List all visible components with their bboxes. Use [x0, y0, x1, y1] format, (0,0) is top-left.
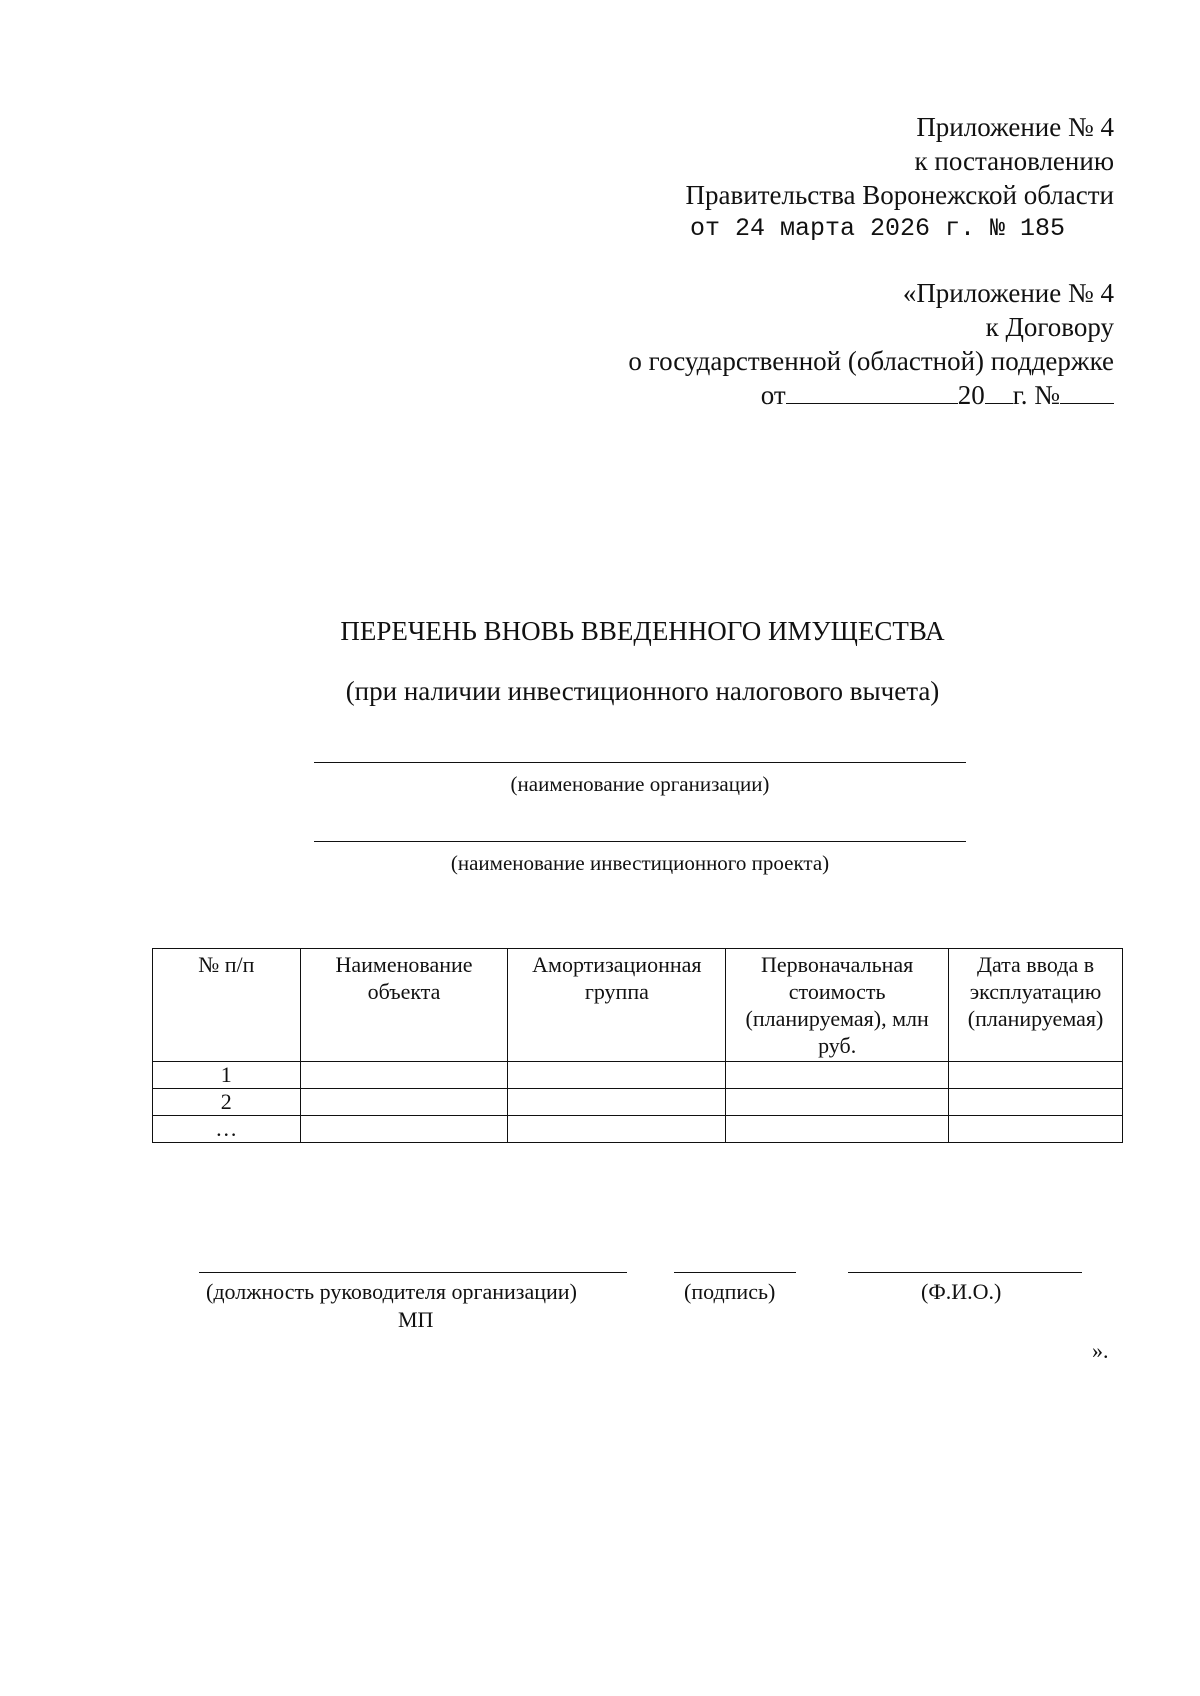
number-blank[interactable]: [1060, 379, 1114, 404]
document-title: ПЕРЕЧЕНЬ ВНОВЬ ВВЕДЕННОГО ИМУЩЕСТВА: [340, 616, 945, 646]
depreciation-group-cell[interactable]: [508, 1062, 726, 1089]
contract-appendix-subject: о государственной (областной) поддержке: [628, 346, 1114, 376]
initial-cost-cell[interactable]: [726, 1089, 949, 1116]
commissioning-date-cell[interactable]: [949, 1089, 1123, 1116]
depreciation-group-cell[interactable]: [508, 1116, 726, 1143]
appendix-authority: Правительства Воронежской области: [685, 180, 1114, 210]
appendix-ref: к постановлению: [914, 146, 1114, 176]
column-header-initial-cost: Первоначальная стоимость (планируемая), млн руб.: [726, 949, 949, 1062]
contract-appendix-number: «Приложение № 4: [902, 278, 1114, 308]
stamp-label: МП: [398, 1307, 434, 1332]
position-line[interactable]: [199, 1272, 627, 1273]
column-header-number: № п/п: [153, 949, 301, 1062]
date-year: 20: [957, 380, 985, 410]
table-row: [153, 1089, 1123, 1116]
commissioning-date-cell[interactable]: [949, 1116, 1123, 1143]
row-number: 2: [153, 1089, 301, 1116]
appendix-number: Приложение № 4: [916, 112, 1114, 142]
date-blank[interactable]: [786, 379, 958, 404]
project-caption: (наименование инвестиционного проекта): [450, 851, 830, 875]
date-suffix: г. №: [1012, 380, 1060, 410]
column-header-object-name: Наименование объекта: [300, 949, 508, 1062]
table-row: [153, 1062, 1123, 1089]
full-name-caption: (Ф.И.О.): [921, 1279, 1002, 1304]
document-subtitle: (при наличии инвестиционного налогового вычета): [345, 676, 940, 706]
signature-caption: (подпись): [684, 1279, 776, 1304]
initial-cost-cell[interactable]: [726, 1062, 949, 1089]
contract-appendix-ref: к Договору: [985, 312, 1114, 342]
project-name-line[interactable]: [314, 841, 966, 842]
object-name-cell[interactable]: [300, 1116, 508, 1143]
registration-stamp: от 24 марта 2026 г. № 185: [690, 214, 1066, 243]
full-name-line[interactable]: [848, 1272, 1082, 1273]
column-header-commissioning-date: Дата ввода в эксплуатацию (планируемая): [949, 949, 1123, 1062]
property-table: [152, 948, 1123, 1143]
depreciation-group-cell[interactable]: [508, 1089, 726, 1116]
signature-line[interactable]: [674, 1272, 796, 1273]
object-name-cell[interactable]: [300, 1089, 508, 1116]
year-blank[interactable]: [985, 379, 1013, 404]
row-number: 1: [153, 1062, 301, 1089]
table-header-row: [153, 949, 1123, 1062]
row-number: …: [153, 1116, 301, 1143]
initial-cost-cell[interactable]: [726, 1116, 949, 1143]
organization-name-line[interactable]: [314, 762, 966, 763]
contract-date-line: [761, 378, 1114, 412]
closing-quote: ».: [1092, 1338, 1109, 1363]
organization-caption: (наименование организации): [510, 772, 770, 796]
commissioning-date-cell[interactable]: [949, 1062, 1123, 1089]
position-caption: (должность руководителя организации): [206, 1279, 577, 1304]
table-row: [153, 1116, 1123, 1143]
object-name-cell[interactable]: [300, 1062, 508, 1089]
column-header-depreciation-group: Амортизационная группа: [508, 949, 726, 1062]
date-prefix: от: [760, 380, 786, 410]
